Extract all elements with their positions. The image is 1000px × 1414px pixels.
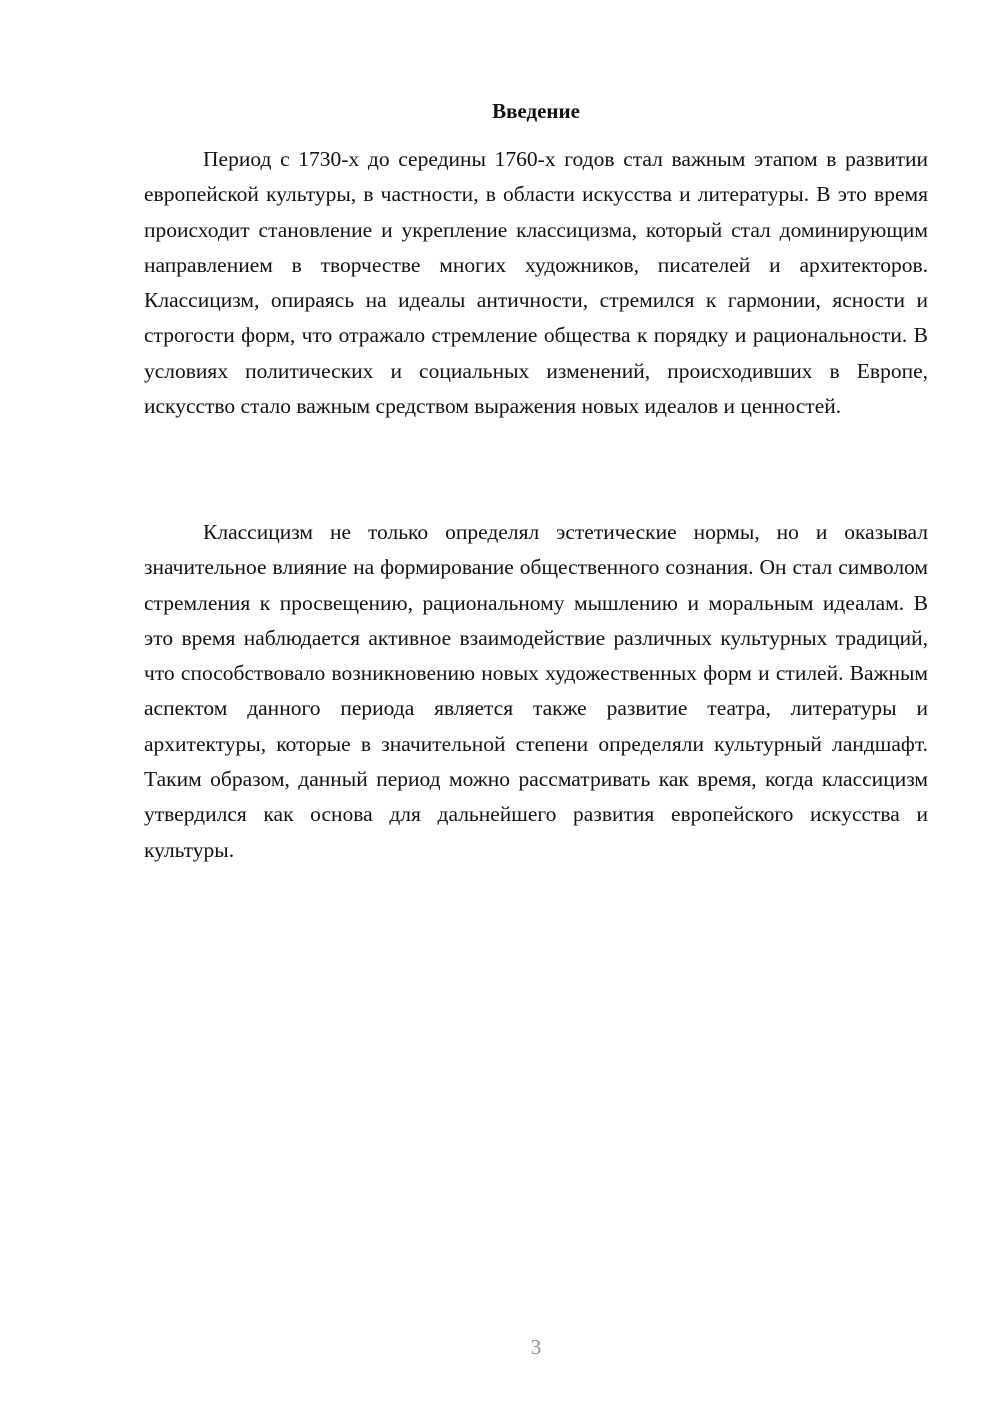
paragraph-2: Классицизм не только определял эстетические нормы, но и оказывал значительное влияние на формирование общественного сознания. Он стал символом стремления к просвещению, рациональному мышлению и моральным идеалам. В это время наблюдается активное взаимодействие различных культурных традиций, что способствовало возникновению новых художественных форм и стилей. Важным аспектом данного периода является также развитие театра, литературы и архитектуры, которые в значительной степени определяли культурный ландшафт. Таким образом, данный период можно рассматривать как время, когда классицизм утвердился как основа для дальнейшего развития европейского искусства и культуры. <box>144 520 928 862</box>
paragraph-1: Период с 1730-х до середины 1760-х годов стал важным этапом в развитии европейской культуры, в частности, в области искусства и литературы. В это время происходит становление и укрепление классицизма, который стал доминирующим направлением в творчестве многих художников, писателей и архитекторов. Классицизм, опираясь на идеалы античности, стремился к гармонии, ясности и строгости форм, что отражало стремление общества к порядку и рациональности. В условиях политических и социальных изменений, происходивших в Европе, искусство стало важным средством выражения новых идеалов и ценностей. <box>144 147 928 419</box>
page-number: 3 <box>530 1335 542 1359</box>
section-heading: Введение <box>492 99 580 123</box>
